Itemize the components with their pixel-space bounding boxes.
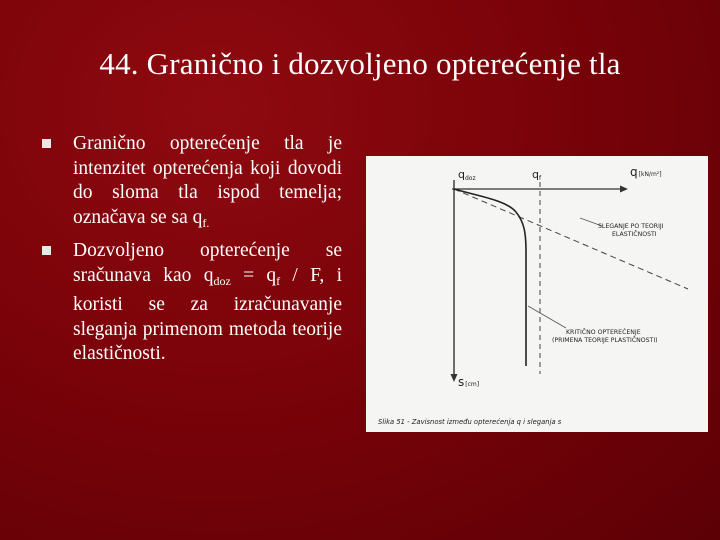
bullet-text: = q (230, 264, 277, 286)
subscript: f. (202, 215, 210, 230)
failure-leader-line (528, 306, 566, 328)
bullet-item-ultimate-load (40, 132, 342, 235)
elastic-annotation-line-2: ELASTIČNOSTI (612, 231, 657, 238)
subscript: doz (213, 273, 231, 288)
failure-annotation-line-2: (PRIMENA TEORIJE PLASTIČNOSTI) (552, 337, 658, 344)
elastic-annotation-line-1: SLEGANJE PO TEORIJI (598, 223, 664, 230)
load-settlement-figure (366, 156, 708, 432)
bullet-item-allowable-load (40, 239, 342, 367)
bullet-text: / F, i koristi se za izračunavanje sleganja primenom metoda teorije elastičnosti. (73, 264, 343, 364)
s-axis-arrow-icon (451, 374, 458, 382)
bullet-text: Granično opterećenje tla je intenzitet opterećenja koji dovodi do sloma tla ispod temelja; označava se sa q (73, 133, 342, 228)
q-axis-arrow-icon (620, 186, 628, 193)
load-settlement-curve (454, 189, 526, 366)
load-settlement-diagram (366, 156, 708, 432)
square-bullet-icon (42, 139, 51, 148)
bullet-text: Dozvoljeno opterećenje se sračunava kao q (73, 240, 342, 286)
failure-annotation-line-1: KRITIČNO OPTEREĆENJE (566, 329, 641, 336)
figure-caption: Slika 51 - Zavisnost između opterećenja q i sleganja s (378, 418, 562, 426)
s-axis-label: s[cm] (458, 375, 480, 389)
q-f-label: qf (532, 168, 542, 182)
bullet-list (40, 132, 342, 371)
square-bullet-icon (42, 246, 51, 255)
slide-title: 44. Granično i dozvoljeno opterećenje tla (99, 46, 621, 81)
q-doz-label: qdoz (458, 168, 476, 182)
q-axis-label: q[kN/m²] (630, 165, 662, 179)
elastic-settlement-line (454, 189, 688, 289)
subscript: f (276, 273, 281, 288)
